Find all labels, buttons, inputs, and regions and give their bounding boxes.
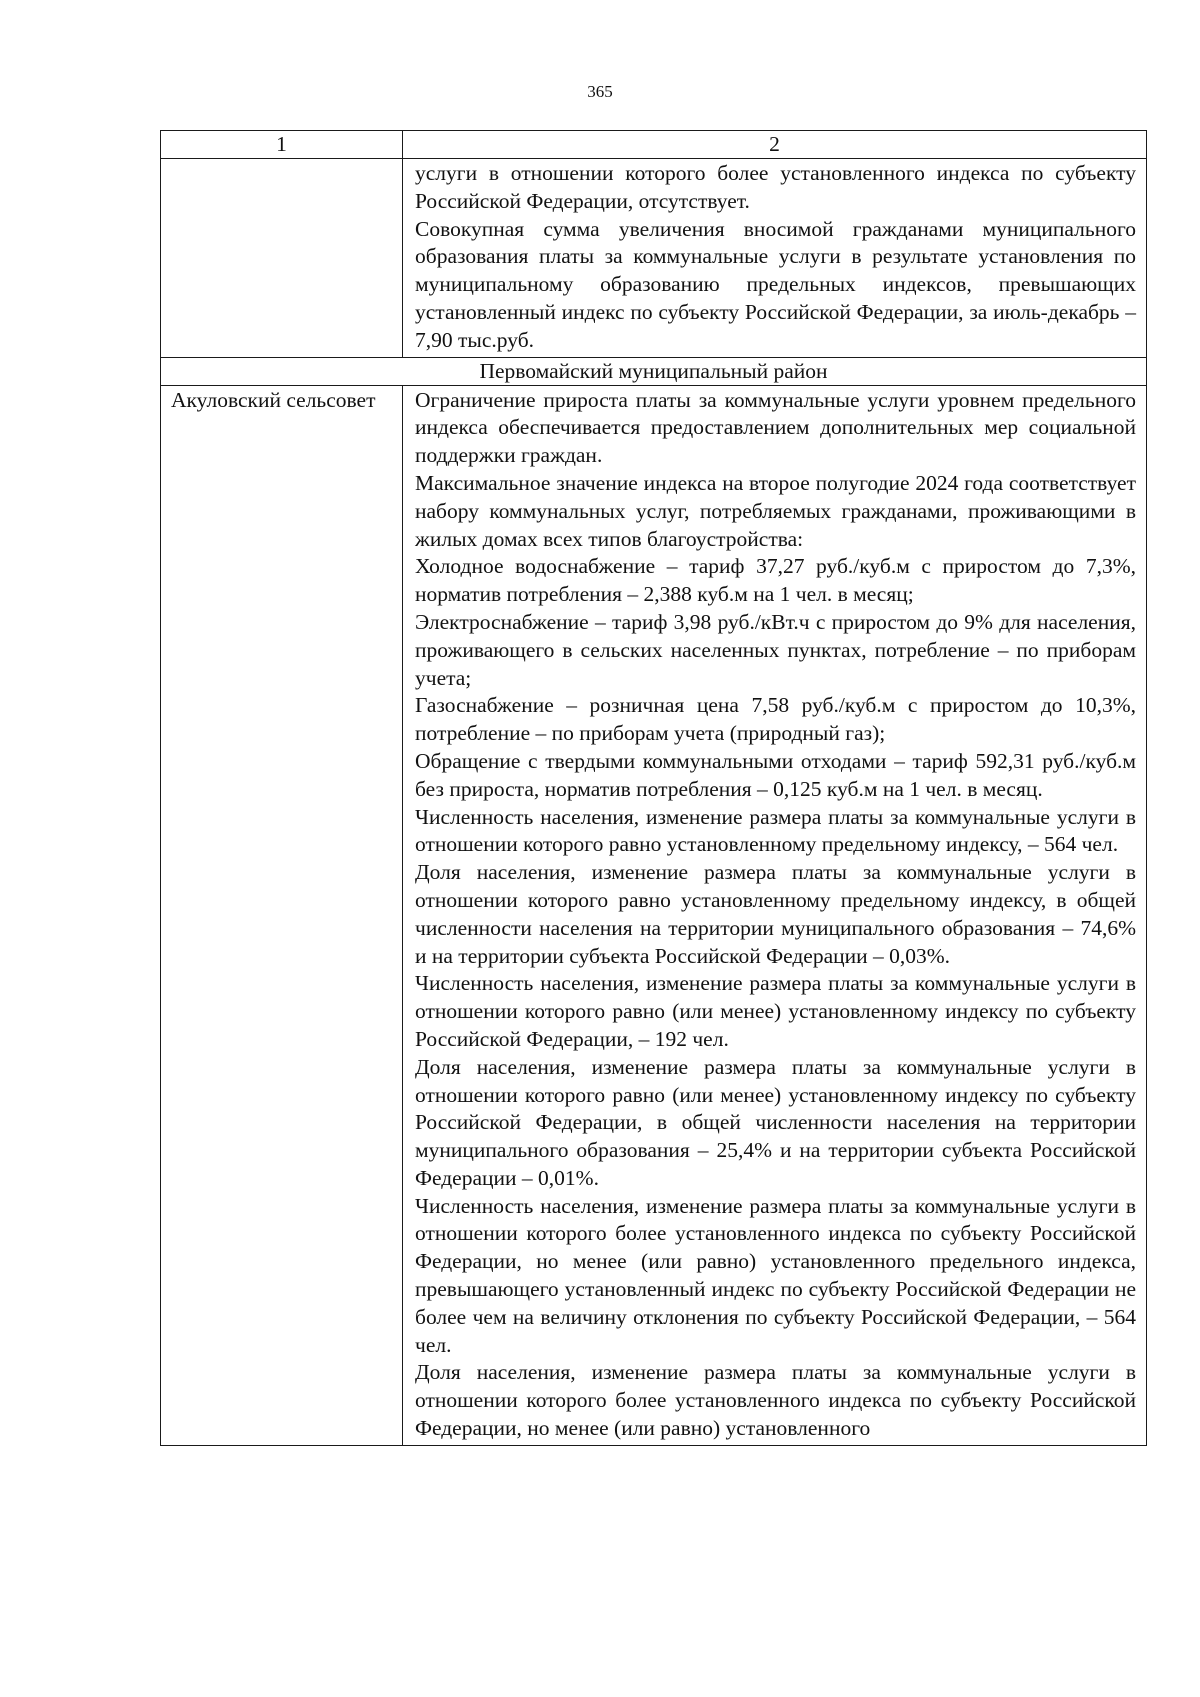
paragraph: Доля населения, изменение размера платы за коммунальные услуги в отношении которого равно установленному предельному индексу, в общей численности населения на территории муниципального образования – 74,6% и на территории субъекта Российской Федерации – 0,03%. [415, 860, 1136, 968]
paragraph: Электроснабжение – тариф 3,98 руб./кВт.ч с приростом до 9% для населения, проживающего в сельских населенных пунктах, потребление – по приборам учета; [415, 609, 1136, 690]
table-header-row [161, 131, 1147, 159]
municipality-name-cell: Акуловский сельсовет [161, 385, 403, 1445]
paragraph: Холодное водоснабжение – тариф 37,27 руб./куб.м с приростом до 7,3%, норматив потребления – 2,388 куб.м на 1 чел. в месяц; [415, 554, 1136, 607]
paragraph: Численность населения, изменение размера платы за коммунальные услуги в отношении которого равно установленному предельному индексу, – 564 чел. [415, 804, 1136, 857]
table-row [161, 159, 1147, 358]
paragraph: Доля населения, изменение размера платы за коммунальные услуги в отношении которого равно (или менее) установленному индексу по субъекту Российской Федерации, в общей численности населения на территории муниципального образования – 25,4% и на территории субъекта Российской Федерации – 0,01%. [415, 1054, 1136, 1190]
municipality-name-cell [161, 159, 403, 358]
page-number: 365 [587, 82, 613, 101]
column-header-1: 1 [161, 131, 403, 159]
description-cell [403, 385, 1147, 1445]
paragraph: Доля населения, изменение размера платы за коммунальные услуги в отношении которого более установленного индекса по субъекту Российской Федерации, но менее (или равно) установленного [415, 1360, 1136, 1441]
paragraph: Численность населения, изменение размера платы за коммунальные услуги в отношении которого более установленного индекса по субъекту Российской Федерации, но менее (или равно) установленного предельного индекса, превышающего установленный индекс по субъекту Российской Федерации не более чем на величину отклонения по субъекту Российской Федерации, – 564 чел. [415, 1193, 1136, 1357]
paragraph: Численность населения, изменение размера платы за коммунальные услуги в отношении которого равно (или менее) установленному индексу по субъекту Российской Федерации, – 192 чел. [415, 971, 1136, 1051]
paragraph: услуги в отношении которого более установленного индекса по субъекту Российской Федерации, отсутствует. [415, 161, 1136, 213]
column-header-2: 2 [403, 131, 1147, 159]
paragraph: Совокупная сумма увеличения вносимой гражданами муниципального образования платы за коммунальные услуги в результате установления по муниципальному образованию предельных индексов, превышающих установленный индекс по субъекту Российской Федерации, за июль-декабрь – 7,90 тыс.руб. [415, 216, 1136, 352]
paragraph: Ограничение прироста платы за коммунальные услуги уровнем предельного индекса обеспечивается предоставлением дополнительных мер социальной поддержки граждан. [415, 387, 1136, 468]
table-row [161, 385, 1147, 1445]
description-cell [403, 159, 1147, 358]
paragraph: Газоснабжение – розничная цена 7,58 руб./куб.м с приростом до 10,3%, потребление – по приборам учета (природный газ); [415, 693, 1136, 746]
district-row [161, 357, 1147, 385]
district-heading: Первомайский муниципальный район [161, 357, 1147, 385]
paragraph: Максимальное значение индекса на второе полугодие 2024 года соответствует набору коммунальных услуг, потребляемых гражданами, проживающими в жилых домах всех типов благоустройства: [415, 470, 1136, 551]
paragraph: Обращение с твердыми коммунальными отходами – тариф 592,31 руб./куб.м без прироста, норматив потребления – 0,125 куб.м на 1 чел. в месяц. [415, 748, 1136, 801]
document-table [160, 130, 1147, 1446]
